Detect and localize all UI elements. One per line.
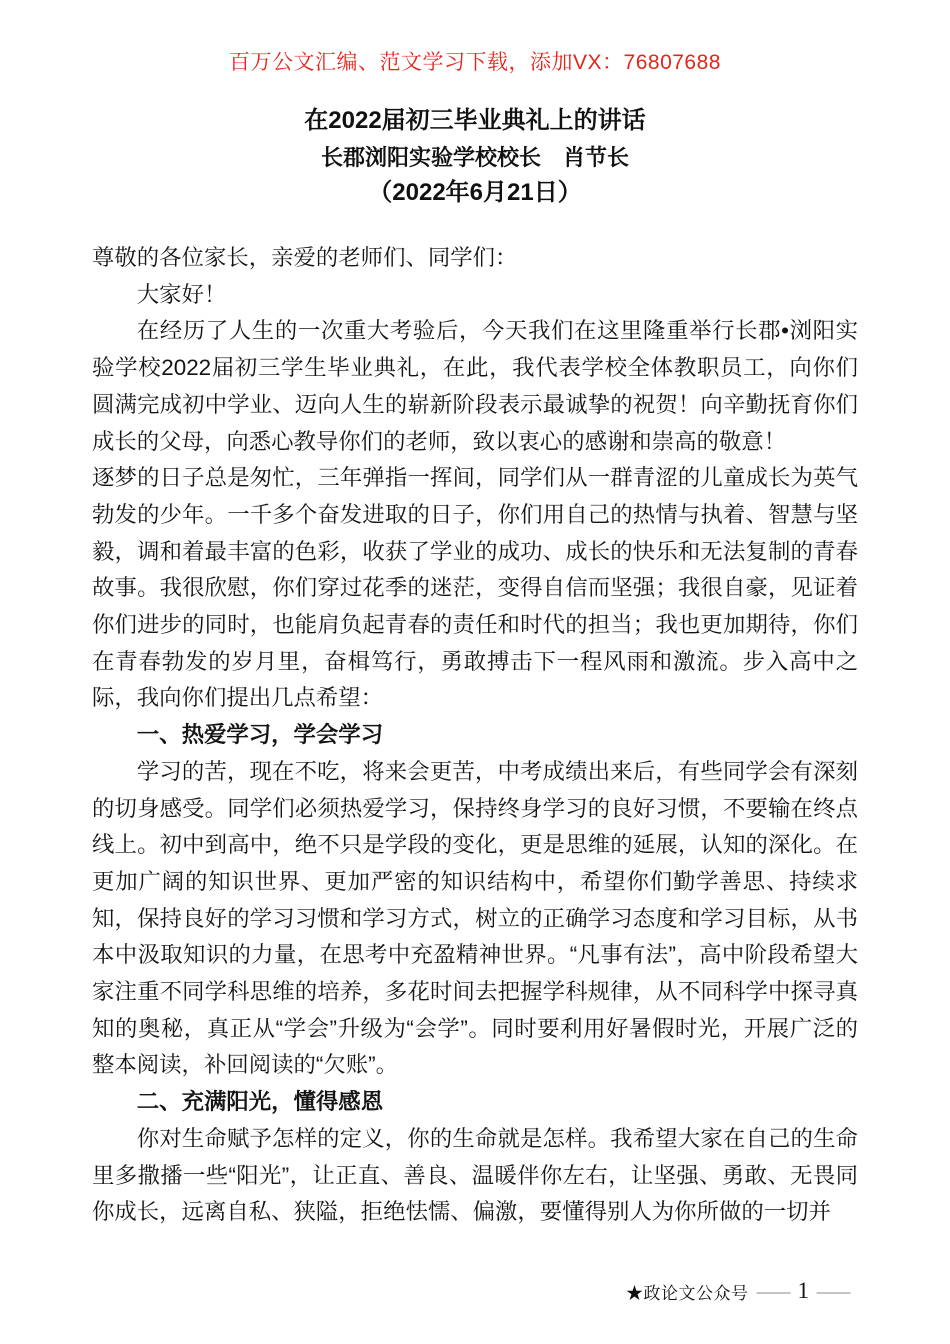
section-heading-1: 一、热爱学习，学会学习 [136,722,384,748]
salutation-line: 尊敬的各位家长，亲爱的老师们、同学们： [92,245,518,270]
watermark-ad-text: 百万公文汇编、范文学习下载，添加VX：76807688 [229,51,721,74]
document-title: 在2022届初三毕业典礼上的讲话 [304,107,646,134]
paragraph-opening: 在经历了人生的一次重大考验后，今天我们在这里隆重举行长郡•浏阳实验学校2022届初三学生毕业典礼，在此，我代表学校全体教职员工，向你们圆满完成初中学业、迈向人生的崭新阶段表示最诚挚的祝贺！向辛勤抚育你们成长的父母，向悉心教导你们的老师，致以衷心的感谢和崇高的敬意！ [92,318,858,454]
paragraph-section-1: 学习的苦，现在不吃，将来会更苦，中考成绩出来后，有些同学会有深刻的切身感受。同学们必须热爱学习，保持终身学习的良好习惯，不要输在终点线上。初中到高中，绝不只是学段的变化，更是思维的延展，认知的深化。在更加广阔的知识世界、更加严密的知识结构中，希望你们勤学善思、持续求知，保持良好的学习习惯和学习方式，树立的正确学习态度和学习目标，从书本中汲取知识的力量，在思考中充盈精神世界。“凡事有法”，高中阶段希望大家注重不同学科思维的培养，多花时间去把握学科规律，从不同科学中探寻真知的奥秘，真正从“学会”升级为“会学”。同时要利用好暑假时光，开展广泛的整本阅读，补回阅读的“欠账”。 [92,758,858,1078]
document-author-line: 长郡浏阳实验学校校长 肖节长 [320,145,629,170]
paragraph-section-2: 你对生命赋予怎样的定义，你的生命就是怎样。我希望大家在自己的生命里多撒播一些“阳光”，让正直、善良、温暖伴你左右，让坚强、勇敢、无畏同你成长，远离自私、狭隘，拒绝怯懦、偏激，要懂得别人为你所做的一切并 [92,1125,858,1225]
page-number-left-dash: — [756,1278,790,1303]
page-footer [626,1278,858,1304]
page-number-right-dash: — [816,1278,851,1303]
document-body [92,240,858,1231]
document-date: （2022年6月21日） [368,179,582,206]
paragraph-reflection: 逐梦的日子总是匆忙，三年弹指一挥间，同学们从一群青涩的儿童成长为英气勃发的少年。一千多个奋发进取的日子，你们用自己的热情与执着、智慧与坚毅，调和着最丰富的色彩，收获了学业的成功、成长的快乐和无法复制的青春故事。我很欣慰，你们穿过花季的迷茫，变得自信而坚强；我很自豪，见证着你们进步的同时，也能肩负起青春的责任和时代的担当；我也更加期待，你们在青春勃发的岁月里，奋楫笃行，勇敢搏击下一程风雨和激流。步入高中之际，我向你们提出几点希望： [92,465,858,711]
footer-brand-label: ★政论文公众号 [626,1283,749,1303]
page-number: 1 [797,1278,809,1303]
section-heading-2: 二、充满阳光，懂得感恩 [136,1089,384,1115]
greeting-line: 大家好！ [136,281,227,307]
